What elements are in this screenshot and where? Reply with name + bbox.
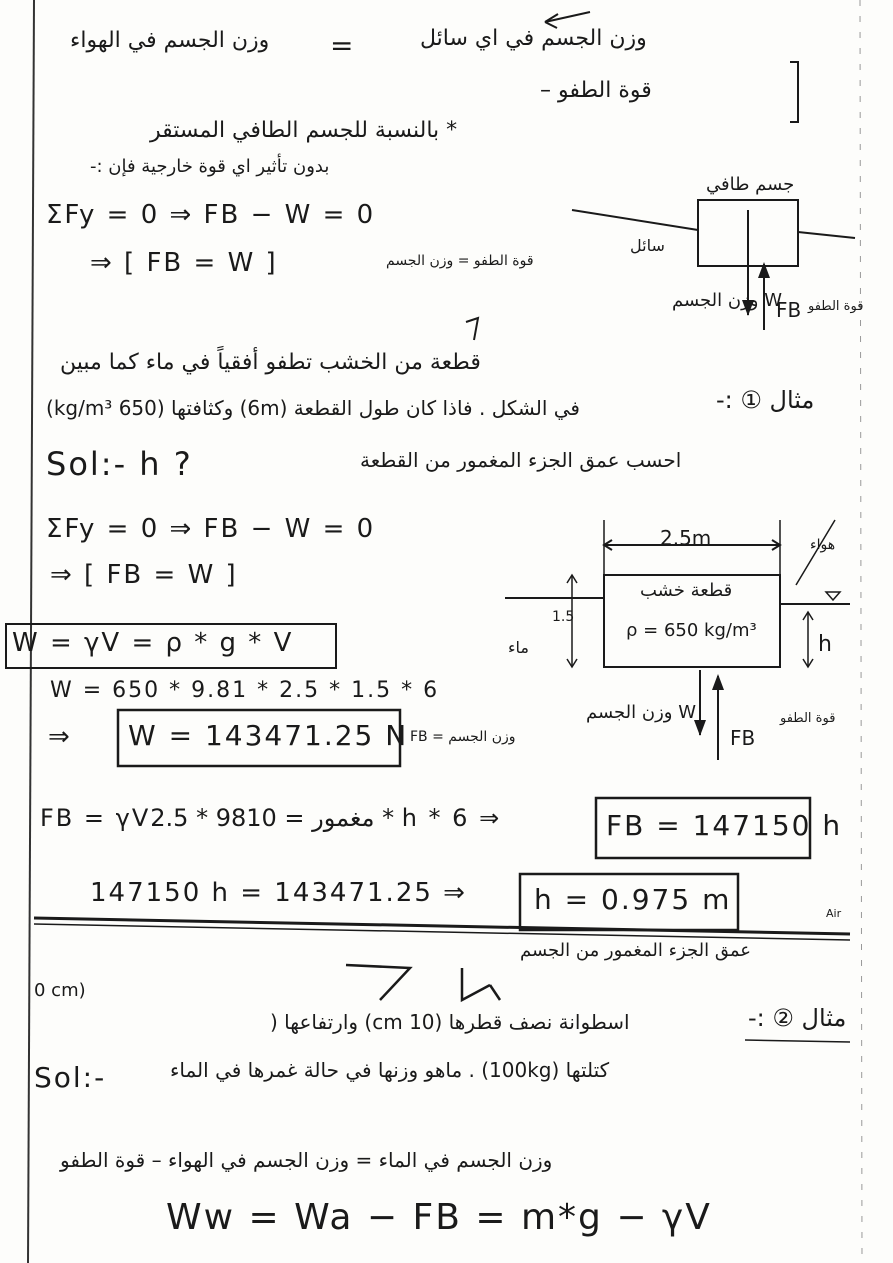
w-result: W = 143471.25 N [128,719,409,752]
w-formula: W = γV = ρ * g * V [12,628,294,658]
fb-result: FB = 147150 h [606,809,843,842]
relation-second: قوة الطفو – [540,78,652,103]
floating-eq1: ΣFy = 0 ⇒ FB − W = 0 [46,200,376,230]
fig2-h-label: h [818,632,832,657]
fig1-fb-desc: قوة الطفو [808,299,864,314]
floating-eq2-note: قوة الطفو = وزن الجسم [386,253,534,269]
example2-equation: Ww = Wa − FB = m*g − γV [166,1197,712,1238]
example2-relation: وزن الجسم في الماء = وزن الجسم في الهواء – قوة الطفو [60,1148,553,1172]
fig2-fb-label: FB [730,726,756,750]
h-equation: 147150 h = 143471.25 ⇒ [90,878,467,908]
fb-formula: FB = γVمغمور = 9810 * 2.5 * h * 6 ⇒ [40,804,502,832]
example2-sol: Sol:- [34,1061,107,1094]
fig1-fb-arrowhead [758,262,770,278]
fig1-liquid-label: سائل [630,236,665,255]
relation-right: وزن الجسم في الهواء [70,28,270,53]
fig2-water-label: ماء [508,638,529,657]
h-result: h = 0.975 m [534,883,732,916]
example1-text3: احسب عمق الجزء المغمور من القطعة [360,448,682,472]
fig2-weight-label: W وزن الجسم [586,702,697,723]
fig2-width-label: 2.5m [660,526,712,550]
example1-eq2: ⇒ [ FB = W ] [50,560,238,590]
w-numbers: W = 650 * 9.81 * 2.5 * 1.5 * 6 [50,678,440,703]
h-note: عمق الجزء المغمور من الجسم [520,940,752,961]
floating-eq2: ⇒ [ FB = W ] [90,248,278,278]
fig2-water-symbol [826,592,840,600]
example1-eq1: ΣFy = 0 ⇒ FB − W = 0 [46,514,376,544]
fig2-block-label: قطعة خشب [640,580,733,601]
fig2-height-label: 1.5 [552,609,575,625]
fig1-liquid-line-left [572,210,698,230]
relation-equals: = [330,29,354,62]
example1-text2: في الشكل . فاذا كان طول القطعة (6m) وكثافتها (650 kg/m³) [46,396,580,420]
bracket [790,62,798,122]
air-small-label: Air [826,907,842,920]
fig2-rho-label: ρ = 650 kg/m³ [626,620,757,641]
relation-left: وزن الجسم في اي سائل [420,26,647,51]
floating-note: * بالنسبة للجسم الطافي المستقر [150,118,458,143]
fig1-body-label: جسم طافي [706,174,795,195]
w-note: وزن الجسم = FB [410,729,516,745]
w-arrow: ⇒ [48,722,72,752]
example1-sol: Sol:- h ? [46,445,193,483]
example2-title: مثال ② :- [748,1004,847,1032]
fig1-weight-label: W وزن الجسم [672,290,783,311]
example2-margin-note: 0 cm) [34,980,86,1001]
right-edge [860,0,862,1263]
no-external-note: بدون تأثير اي قوة خارجية فإن :- [90,156,330,177]
example1-title: مثال ① :- [716,386,815,414]
example2-text1: اسطوانة نصف قطرها (10 cm) وارتفاعها ( [270,1010,630,1034]
fig2-air-label: هواء [810,537,836,553]
fig2-fb-desc: قوة الطفو [780,711,836,726]
example2-text2: كتلتها (100kg) . ماهو وزنها في حالة غمرها في الماء [170,1058,610,1082]
fig1-fb-label: FB [776,298,802,322]
example1-text1: قطعة من الخشب تطفو أفقياً في ماء كما مبين [60,350,481,375]
fig1-liquid-line-right [798,232,855,238]
